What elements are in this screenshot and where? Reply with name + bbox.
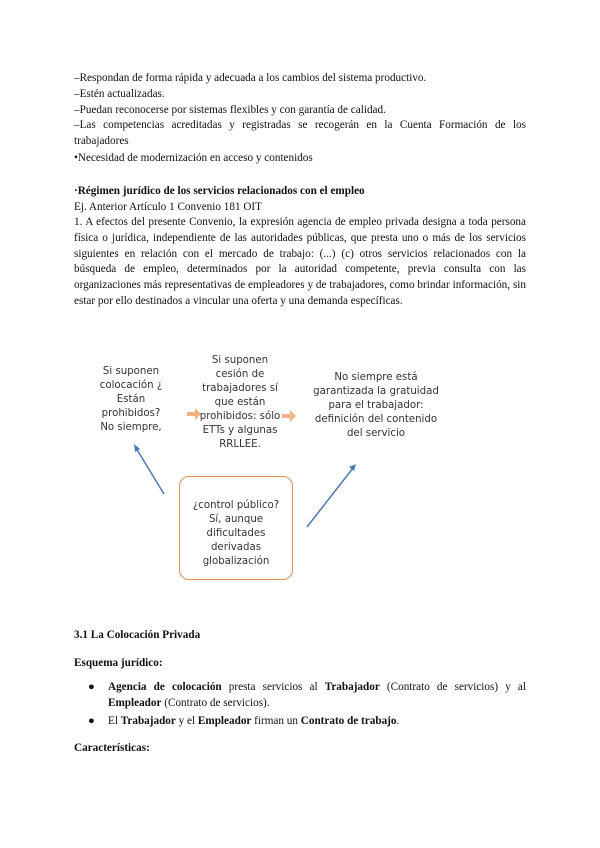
- bullet-text: Empleador: [108, 696, 162, 709]
- bullet-text: El: [108, 715, 121, 727]
- node2-line: ETTs y algunas: [202, 425, 278, 436]
- node3-line: garantizada la gratuidad: [313, 386, 439, 397]
- node1-line: colocación ¿: [99, 380, 163, 391]
- node4-line: derivadas: [210, 542, 262, 553]
- node2-line: prohibidos: sólo: [199, 411, 281, 422]
- node4-line: dificultades: [206, 528, 266, 539]
- esquema-heading: Esquema jurídico:: [74, 657, 163, 669]
- intro-line-4: –Las competencias acreditadas y registradas se recogerán en la Cuenta Formación de los trabajadores: [74, 119, 526, 147]
- node4-line: Sí, aunque: [208, 514, 264, 525]
- bullet-text: Trabajador: [120, 715, 176, 727]
- intro-line-2: –Estén actualizadas.: [74, 88, 165, 100]
- line-node4-to-node3: [307, 468, 353, 527]
- bullet-text: Trabajador: [324, 681, 380, 693]
- node2-line: Si suponen: [211, 355, 269, 366]
- intro-line-1: –Respondan de forma rápida y adecuada a los cambios del sistema productivo.: [74, 72, 427, 84]
- section-title: 3.1 La Colocación Privada: [74, 629, 201, 641]
- esquema-bullet-list: [74, 680, 526, 733]
- node4-line: ¿control público?: [192, 500, 280, 511]
- node1-line: prohibidos?: [101, 408, 161, 419]
- diagram-node-control: [181, 499, 291, 569]
- bullet-text: firman un: [251, 715, 301, 727]
- regimen-heading: ·Régimen jurídico de los servicios relacionados con el empleo: [74, 185, 365, 197]
- diagram-node-cesion: [192, 354, 288, 452]
- regimen-paragraph: 1. A efectos del presente Convenio, la expresión agencia de empleo privada designa a toda persona física o jurídica, independiente de las autoridades públicas, que presta uno o más de los servicios siguientes en relación con el mercado de trabajo: (...) (c) otros servicios relacionados con la búsqueda de empleo, determinados por la autoridad competente, previa consulta con las organizaciones más representativas de empleadores y de trabajadores, como brindar información, sin estar por ello destinados a vincular una oferta y una demanda específicas.: [74, 216, 526, 307]
- arrowhead-node3: [349, 464, 356, 471]
- bullet-text: presta servicios al: [221, 681, 325, 693]
- regimen-reference: Ej. Anterior Artículo 1 Convenio 181 OIT: [74, 201, 262, 213]
- node2-line: cesión de: [215, 369, 265, 380]
- bullet-text: .: [396, 715, 400, 727]
- node1-line: Están: [116, 394, 146, 405]
- intro-line-3: –Puedan reconocerse por sistemas flexibles y con garantía de calidad.: [74, 104, 386, 116]
- node3-line: para el trabajador:: [328, 400, 424, 411]
- node1-line: Si suponen: [102, 366, 160, 377]
- node3-line: definición del contenido: [314, 414, 438, 425]
- list-item: [74, 714, 526, 730]
- bullet-text: Empleador: [197, 715, 252, 727]
- node3-line: No siempre está: [334, 372, 418, 383]
- node2-line: que están: [214, 397, 266, 408]
- bullet-text: Agencia de colocación: [108, 681, 222, 693]
- arrowhead-node1: [134, 444, 140, 452]
- node3-line: del servicio: [346, 428, 406, 439]
- node1-line: No siempre,: [100, 422, 162, 433]
- node2-line: RRLLEE.: [219, 439, 261, 450]
- node4-line: globalización: [202, 556, 270, 567]
- bullet-text: (Contrato de servicios).: [161, 696, 270, 709]
- bullet-icon: ●: [88, 681, 95, 693]
- diagram-node-gratuidad: [302, 371, 450, 441]
- intro-line-5: •Necesidad de modernización en acceso y contenidos: [74, 152, 313, 164]
- bullet-text: Contrato de trabajo: [300, 715, 397, 727]
- caracteristicas-heading: Características:: [74, 742, 150, 754]
- node2-line: trabajadores sí: [202, 383, 278, 394]
- diagram-node-colocacion: [79, 365, 183, 435]
- bullet-text: (Contrato de servicios) y al: [379, 681, 526, 693]
- list-item: [74, 680, 526, 711]
- bullet-icon: ●: [88, 715, 95, 727]
- line-node4-to-node1: [136, 448, 164, 494]
- bullet-text: y el: [175, 715, 198, 727]
